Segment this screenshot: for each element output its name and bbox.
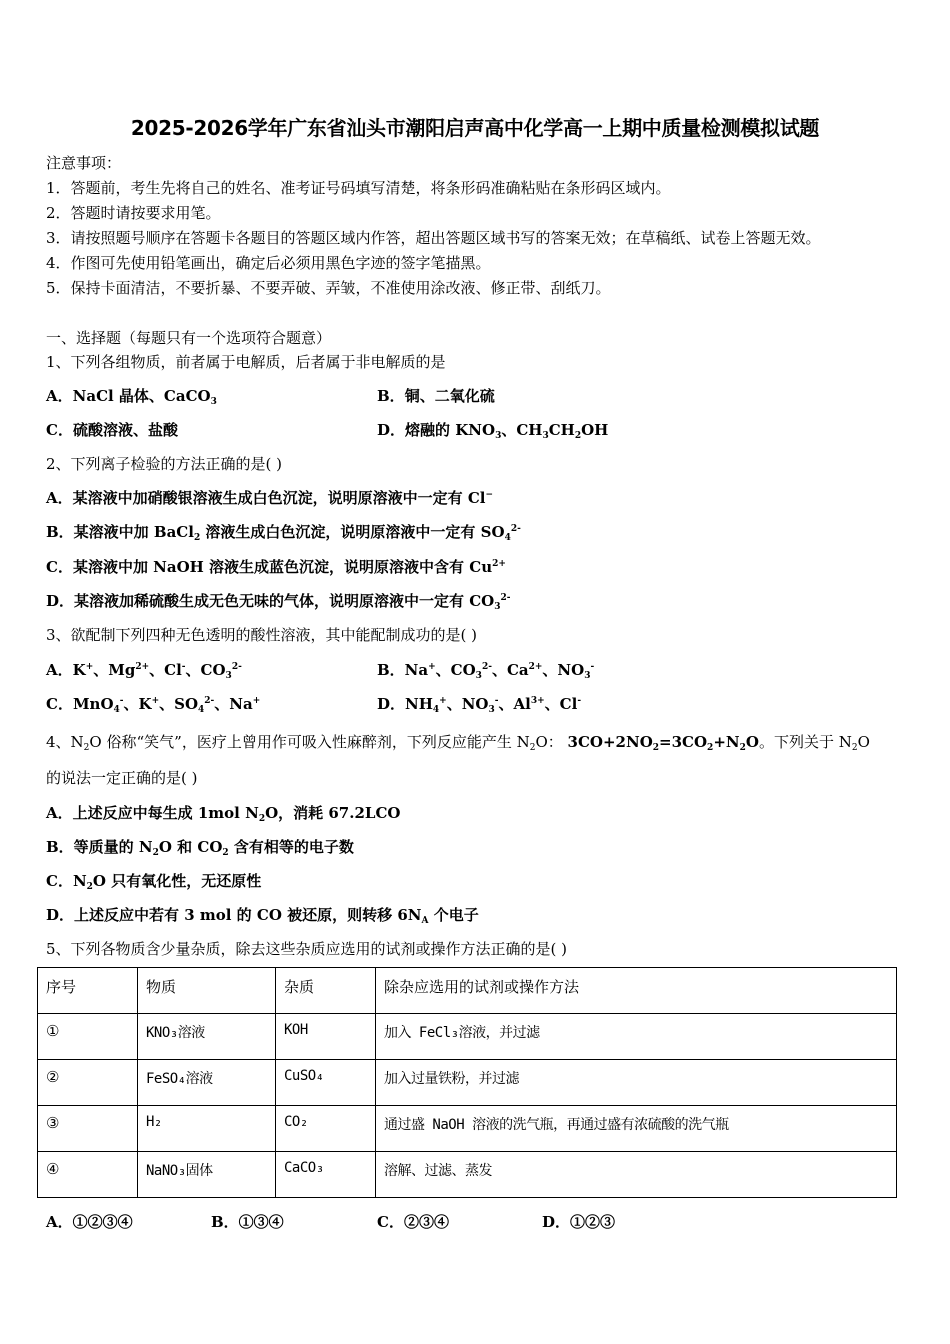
q1-option-a: A．NaCl 晶体、CaCO$_3$ (46, 387, 217, 407)
q2-option-d: D．某溶液加稀硫酸生成无色无味的气体，说明原溶液中一定有 $CO_3^{2-}$ (46, 592, 511, 612)
table-cell: ② (38, 1060, 138, 1106)
q5-option-c: C．②③④ (377, 1213, 449, 1231)
q3-stem: 3、欲配制下列四种无色透明的酸性溶液，其中能配制成功的是( ) (46, 626, 478, 644)
q3-option-a: A．K+、$Mg^{2+}$、Cl-、$CO_3^{2-}$ (46, 661, 242, 681)
table-header-cell: 杂质 (276, 968, 376, 1014)
q1-option-b: B．铜、二氧化硫 (377, 387, 495, 405)
notice-item-1: 1．答题前，考生先将自己的姓名、准考证号码填写清楚，将条形码准确粘贴在条形码区域内。 (46, 179, 671, 197)
table-cell: NaNO₃固体 (138, 1152, 276, 1198)
notice-heading: 注意事项： (46, 154, 122, 172)
notice-item-2: 2．答题时请按要求用笔。 (46, 204, 221, 222)
q3-option-d: D．$NH_4^+$、$NO_3^-$、$Al^{3+}$、Cl- (377, 695, 582, 715)
table-cell: KOH (276, 1014, 376, 1060)
q5-table (37, 967, 897, 1198)
table-cell: 溶解、过滤、蒸发 (376, 1152, 897, 1198)
table-row (38, 1060, 897, 1106)
table-cell: ④ (38, 1152, 138, 1198)
section-heading: 一、选择题（每题只有一个选项符合题意） (46, 329, 332, 347)
q4-stem: 4、$N_2O$ 俗称“笑气”，医疗上曾用作可吸入性麻醉剂，下列反应能产生 $N_2O$： $3CO+2NO_2=3CO_2+N_2O$。下列关于 $N_2O$ (46, 733, 870, 753)
q2-option-b: B．某溶液中加 BaCl$_2$ 溶液生成白色沉淀，说明原溶液中一定有 $SO_4^{2-}$ (46, 523, 521, 543)
table-cell: FeSO₄溶液 (138, 1060, 276, 1106)
q4-option-d: D．上述反应中若有 3 mol 的 CO 被还原，则转移 $6N_A$ 个电子 (46, 906, 479, 926)
table-cell: CaCO₃ (276, 1152, 376, 1198)
notice-item-4: 4．作图可先使用铅笔画出，确定后必须用黑色字迹的签字笔描黑。 (46, 254, 491, 272)
q1-option-d: D．熔融的 $KNO_3$、$CH_3CH_2OH$ (377, 421, 609, 441)
table-cell: ① (38, 1014, 138, 1060)
q5-stem: 5、下列各物质含少量杂质，除去这些杂质应选用的试剂或操作方法正确的是( ) (46, 940, 568, 958)
table-row (38, 1014, 897, 1060)
q4-stem-line2: 的说法一定正确的是( ) (46, 769, 198, 787)
table-header-cell: 物质 (138, 968, 276, 1014)
table-cell: H₂ (138, 1106, 276, 1152)
q2-stem: 2、下列离子检验的方法正确的是( ) (46, 455, 283, 473)
q1-option-c: C．硫酸溶液、盐酸 (46, 421, 178, 439)
q5-option-a: A．①②③④ (46, 1213, 133, 1231)
q4-option-a: A．上述反应中每生成 1mol $N_2O$，消耗 67.2LCO (46, 804, 401, 824)
table-header-cell: 除杂应选用的试剂或操作方法 (376, 968, 897, 1014)
q5-option-b: B．①③④ (211, 1213, 284, 1231)
table-cell: 加入 FeCl₃溶液，并过滤 (376, 1014, 897, 1060)
table-cell: 加入过量铁粉，并过滤 (376, 1060, 897, 1106)
table-header-row (38, 968, 897, 1014)
page-title: 2025-2026学年广东省汕头市潮阳启声高中化学高一上期中质量检测模拟试题 (130, 116, 820, 140)
q1-stem: 1、下列各组物质，前者属于电解质，后者属于非电解质的是 (46, 353, 446, 371)
q2-option-c: C．某溶液中加 NaOH 溶液生成蓝色沉淀，说明原溶液中含有 $Cu^{2+}$ (46, 558, 506, 576)
q2-option-a: A．某溶液中加硝酸银溶液生成白色沉淀，说明原溶液中一定有 Cl− (46, 489, 494, 507)
table-row (38, 1152, 897, 1198)
q4-option-c: C．$N_2O$ 只有氧化性，无还原性 (46, 872, 262, 892)
table-row (38, 1106, 897, 1152)
table-cell: 通过盛 NaOH 溶液的洗气瓶，再通过盛有浓硫酸的洗气瓶 (376, 1106, 897, 1152)
table-cell: KNO₃溶液 (138, 1014, 276, 1060)
q3-option-c: C．MnO$_4$-、K+、$SO_4^{2-}$、Na+ (46, 695, 261, 715)
table-cell: CuSO₄ (276, 1060, 376, 1106)
q5-option-d: D．①②③ (542, 1213, 616, 1231)
table-cell: ③ (38, 1106, 138, 1152)
q4-option-b: B．等质量的 $N_2O$ 和 $CO_2$ 含有相等的电子数 (46, 838, 354, 858)
q3-option-b: B．Na+、$CO_3^{2-}$、$Ca^{2+}$、$NO_3^-$ (377, 661, 595, 681)
table-header-cell: 序号 (38, 968, 138, 1014)
notice-item-3: 3．请按照题号顺序在答题卡各题目的答题区域内作答，超出答题区域书写的答案无效；在草稿纸、试卷上答题无效。 (46, 229, 821, 247)
table-cell: CO₂ (276, 1106, 376, 1152)
notice-item-5: 5．保持卡面清洁，不要折暴、不要弄破、弄皱，不准使用涂改液、修正带、刮纸刀。 (46, 279, 611, 297)
